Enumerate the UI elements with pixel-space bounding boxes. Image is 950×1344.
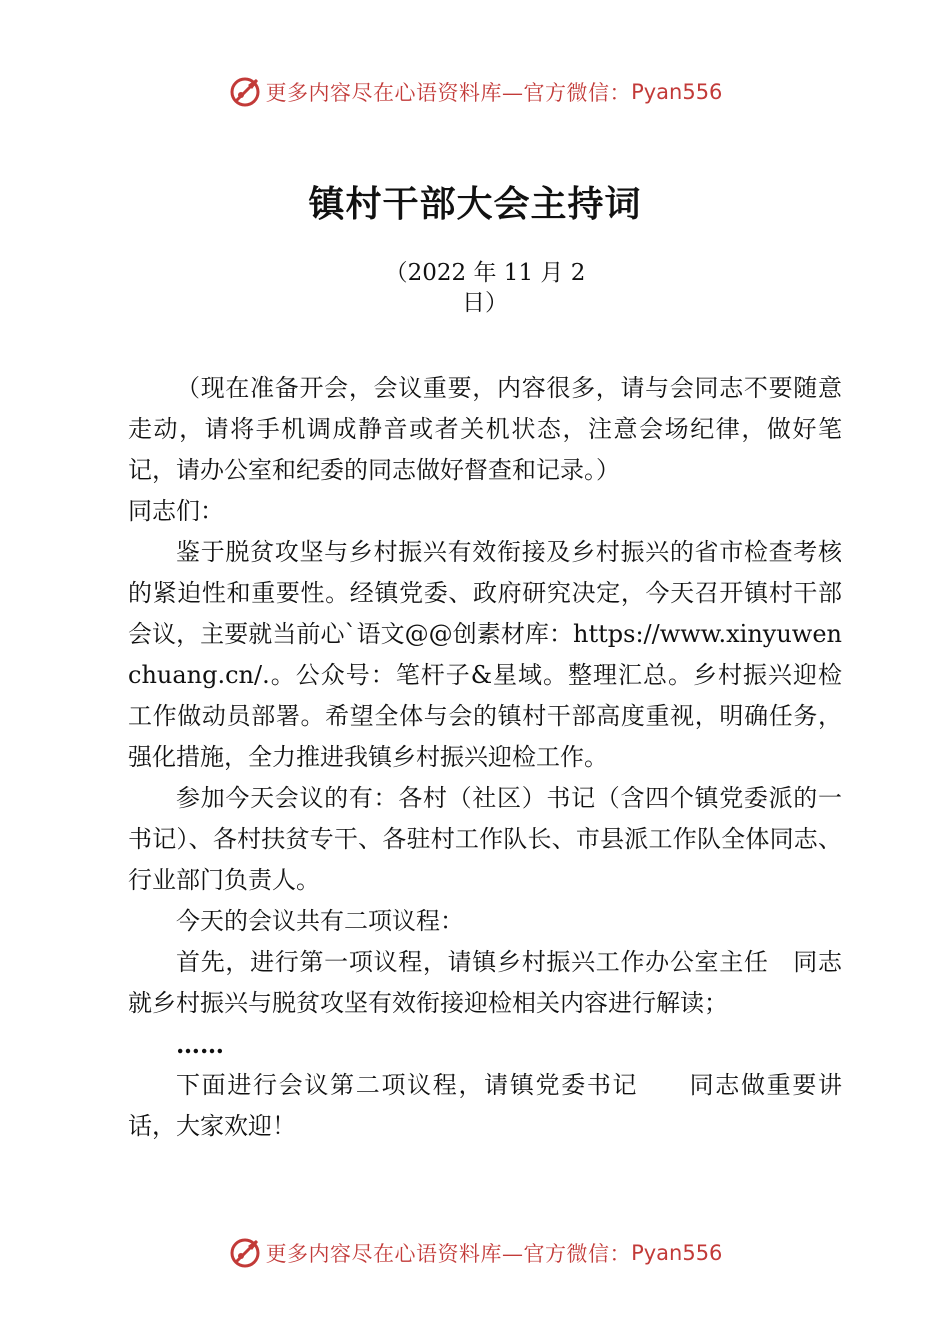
paragraph-agenda-intro: 今天的会议共有二项议程： (176, 907, 464, 935)
watermark-banner-top (0, 72, 950, 112)
paragraph-purpose: 鉴于脱贫攻坚与乡村振兴有效衔接及乡村振兴的省市检查考核的紧迫性和重要性。经镇党委、政府研究决定，今天召开镇村干部会议，主要就当前心`语文@@创素材库：https://www.xinyuwenchuang.cn/.。公众号：笔杆子&星域。整理汇总。乡村振兴迎检工作做动员部署。希望全体与会的镇村干部高度重视，明确任务，强化措施，全力推进我镇乡村振兴迎检工作。 (128, 538, 842, 771)
brush-logo-icon (228, 75, 262, 109)
date-line-2: 日） (462, 290, 508, 316)
brush-logo-icon (228, 1236, 262, 1270)
watermark-text: 更多内容尽在心语资料库—官方微信： (265, 81, 632, 105)
date-line-1: （2022 年 11 月 2 (384, 260, 586, 286)
watermark-wechat-id: Pyan556 (631, 1241, 723, 1265)
paragraph-ellipsis: …… (176, 1030, 224, 1059)
document-body (128, 368, 842, 1147)
watermark-wechat-id: Pyan556 (631, 80, 723, 104)
paragraph-attendees: 参加今天会议的有：各村（社区）书记（含四个镇党委派的一书记）、各村扶贫专干、各驻村工作队长、市县派工作队全体同志、行业部门负责人。 (128, 784, 842, 894)
watermark-text: 更多内容尽在心语资料库—官方微信： (265, 1242, 632, 1266)
paragraph-salutation: 同志们： (128, 497, 224, 525)
document-date (375, 258, 595, 318)
paragraph-agenda-first: 首先，进行第一项议程，请镇乡村振兴工作办公室主任 同志就乡村振兴与脱贫攻坚有效衔接迎检相关内容进行解读； (128, 948, 842, 1017)
watermark-banner-bottom (0, 1233, 950, 1273)
paragraph-agenda-second: 下面进行会议第二项议程，请镇党委书记 同志做重要讲话，大家欢迎！ (128, 1071, 842, 1140)
document-title: 镇村干部大会主持词 (308, 184, 642, 225)
paragraph-notice: （现在准备开会，会议重要，内容很多，请与会同志不要随意走动，请将手机调成静音或者关机状态，注意会场纪律，做好笔记，请办公室和纪委的同志做好督查和记录。） (128, 374, 842, 484)
